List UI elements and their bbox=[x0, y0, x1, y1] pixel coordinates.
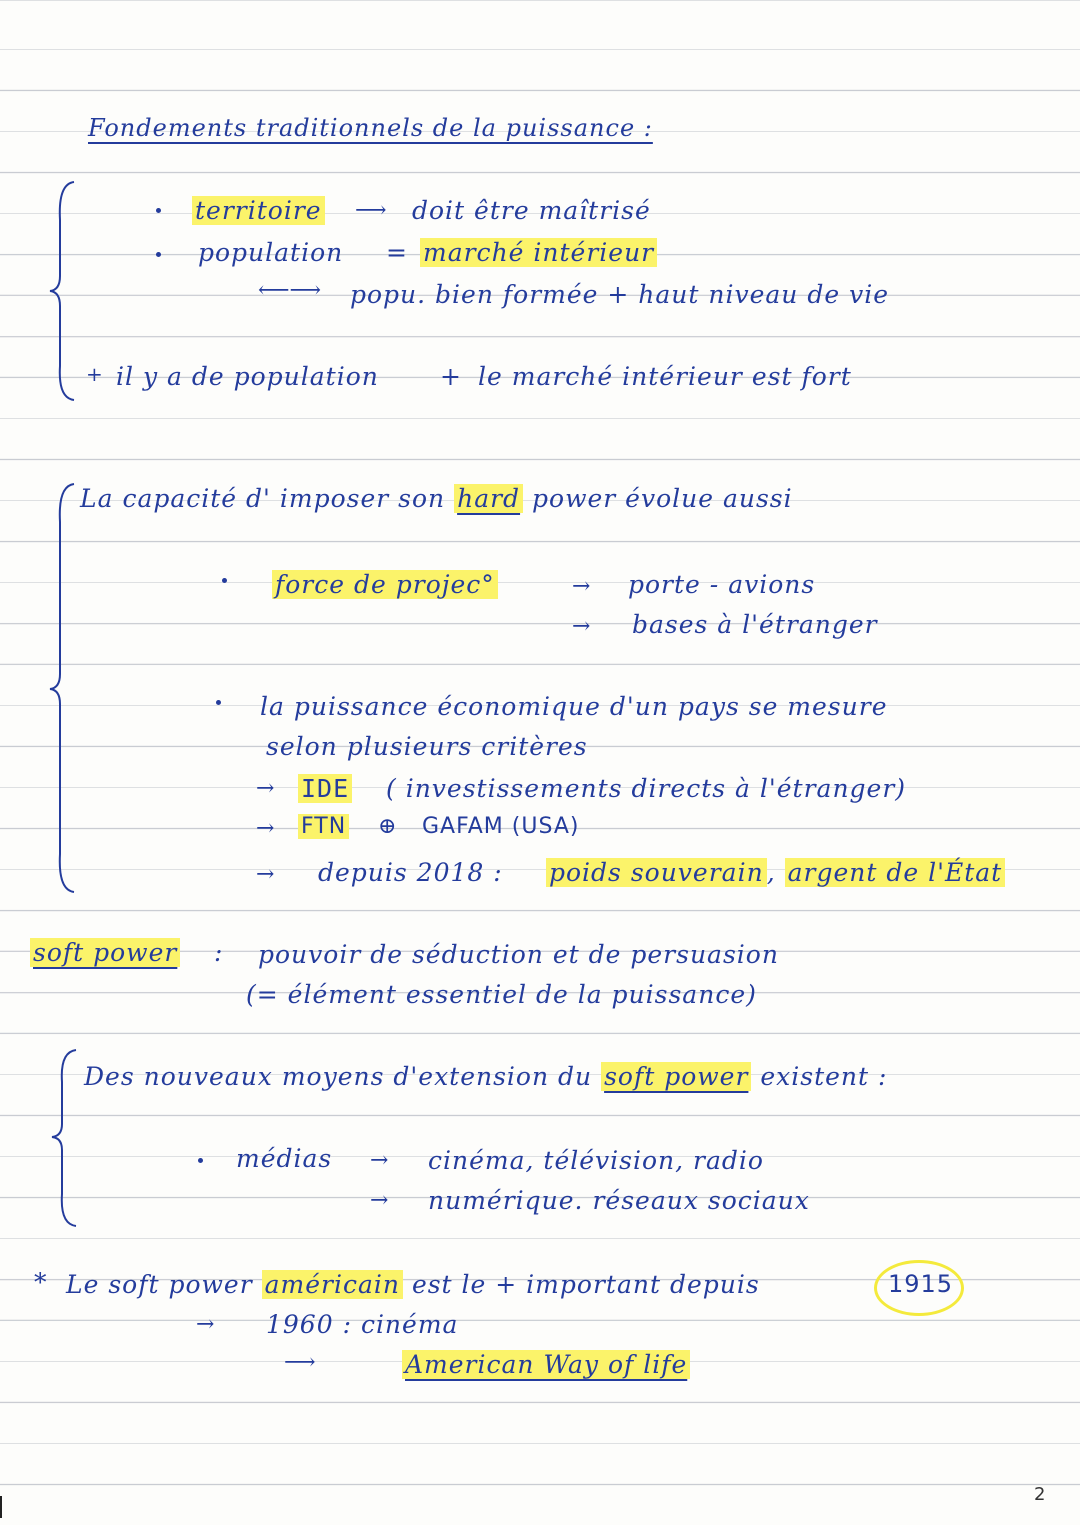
arrow-icon: → bbox=[572, 574, 591, 599]
ftn-label: FTN bbox=[298, 814, 349, 839]
marche-interieur bbox=[420, 238, 657, 267]
ftn-text: GAFAM (USA) bbox=[422, 814, 580, 839]
section-title: Fondements traditionnels de la puissance : bbox=[88, 114, 653, 142]
soft-power-def1: pouvoir de séduction et de persuasion bbox=[258, 940, 779, 969]
intro-a: Des nouveaux moyens d'extension du bbox=[84, 1062, 593, 1091]
territoire-text: doit être maîtrisé bbox=[412, 196, 651, 225]
intro-b: power évolue aussi bbox=[532, 484, 793, 513]
plus-circle-icon: ⊕ bbox=[378, 814, 398, 839]
arrow-icon: → bbox=[256, 776, 275, 801]
brace-3 bbox=[50, 1048, 80, 1228]
depuis-2018: depuis 2018 : bbox=[318, 858, 503, 887]
brace-1 bbox=[48, 180, 78, 402]
note-plus: + bbox=[86, 362, 104, 386]
sub-1960: 1960 : cinéma bbox=[266, 1310, 459, 1339]
eco-line1: la puissance économique d'un pays se mesure bbox=[260, 692, 888, 721]
soft-power-def2: (= élément essentiel de la puissance) bbox=[246, 980, 757, 1009]
arrow-icon: ⟶ bbox=[284, 1350, 316, 1375]
marche-interieur-highlight: marché intérieur bbox=[420, 238, 657, 267]
bullet-dot bbox=[198, 1158, 203, 1163]
american-way bbox=[402, 1350, 690, 1379]
american-line bbox=[66, 1270, 760, 1299]
hard-highlight: hard bbox=[454, 484, 523, 513]
arrow-icon: → bbox=[256, 816, 275, 841]
american-way-highlight: American Way of life bbox=[402, 1350, 690, 1379]
soft-power-intro bbox=[84, 1062, 887, 1091]
soft-power-colon: : bbox=[214, 938, 224, 967]
population-sub: popu. bien formée + haut niveau de vie bbox=[350, 280, 890, 309]
bullet-dot bbox=[156, 252, 161, 257]
population-term: population bbox=[198, 238, 344, 267]
brace-2 bbox=[48, 482, 78, 894]
poids-souverain bbox=[546, 858, 1005, 887]
bullet-dot bbox=[222, 578, 227, 583]
note-a: il y a de population bbox=[116, 362, 379, 391]
medias-item1: cinéma, télévision, radio bbox=[428, 1146, 764, 1175]
arrow-icon: ⟶ bbox=[355, 198, 387, 223]
poids-highlight: poids souverain bbox=[546, 858, 767, 887]
arrow-icon: → bbox=[370, 1188, 389, 1213]
americain-highlight: américain bbox=[262, 1270, 403, 1299]
intro-b: existent : bbox=[760, 1062, 888, 1091]
arrow-icon: → bbox=[196, 1312, 215, 1337]
force-projection-term: force de projec° bbox=[272, 570, 498, 599]
poids-comma: , bbox=[766, 858, 776, 887]
ide bbox=[298, 774, 352, 803]
hard-power-intro bbox=[80, 484, 793, 513]
soft-power-highlight: soft power bbox=[30, 938, 180, 967]
bullet-territoire bbox=[192, 196, 325, 225]
note-b: le marché intérieur est fort bbox=[478, 362, 852, 391]
equals-sign: = bbox=[386, 238, 408, 267]
soft-power-highlight: soft power bbox=[601, 1062, 751, 1091]
force-projection bbox=[272, 570, 498, 599]
bases-etranger: bases à l'étranger bbox=[632, 610, 878, 639]
eco-line2: selon plusieurs critères bbox=[266, 732, 588, 761]
bullet-dot bbox=[216, 700, 221, 705]
arrow-icon: ⟵⟶ bbox=[258, 278, 322, 303]
ftn bbox=[298, 814, 349, 839]
porte-avions: porte - avions bbox=[628, 570, 816, 599]
medias-item2: numérique. réseaux sociaux bbox=[428, 1186, 810, 1215]
page-number: 2 bbox=[1034, 1484, 1046, 1505]
arrow-icon: → bbox=[256, 862, 275, 887]
line-a: Le soft power bbox=[66, 1270, 253, 1299]
medias: médias bbox=[236, 1144, 333, 1173]
bullet-dot bbox=[156, 208, 161, 213]
argent-highlight: argent de l'État bbox=[785, 858, 1006, 887]
ide-text: ( investissements directs à l'étranger) bbox=[386, 774, 907, 803]
intro-a: La capacité d' imposer son bbox=[80, 484, 446, 513]
territoire-term: territoire bbox=[192, 196, 325, 225]
margin-mark bbox=[0, 1496, 2, 1518]
soft-power-term bbox=[30, 938, 180, 967]
star-icon: * bbox=[34, 1268, 48, 1297]
arrow-icon: → bbox=[370, 1148, 389, 1173]
line-b: est le + important depuis bbox=[411, 1270, 760, 1299]
arrow-icon: → bbox=[572, 614, 591, 639]
year-1915: 1915 bbox=[888, 1270, 954, 1298]
ide-label: IDE bbox=[298, 774, 352, 803]
note-plus-2: + bbox=[440, 362, 462, 391]
